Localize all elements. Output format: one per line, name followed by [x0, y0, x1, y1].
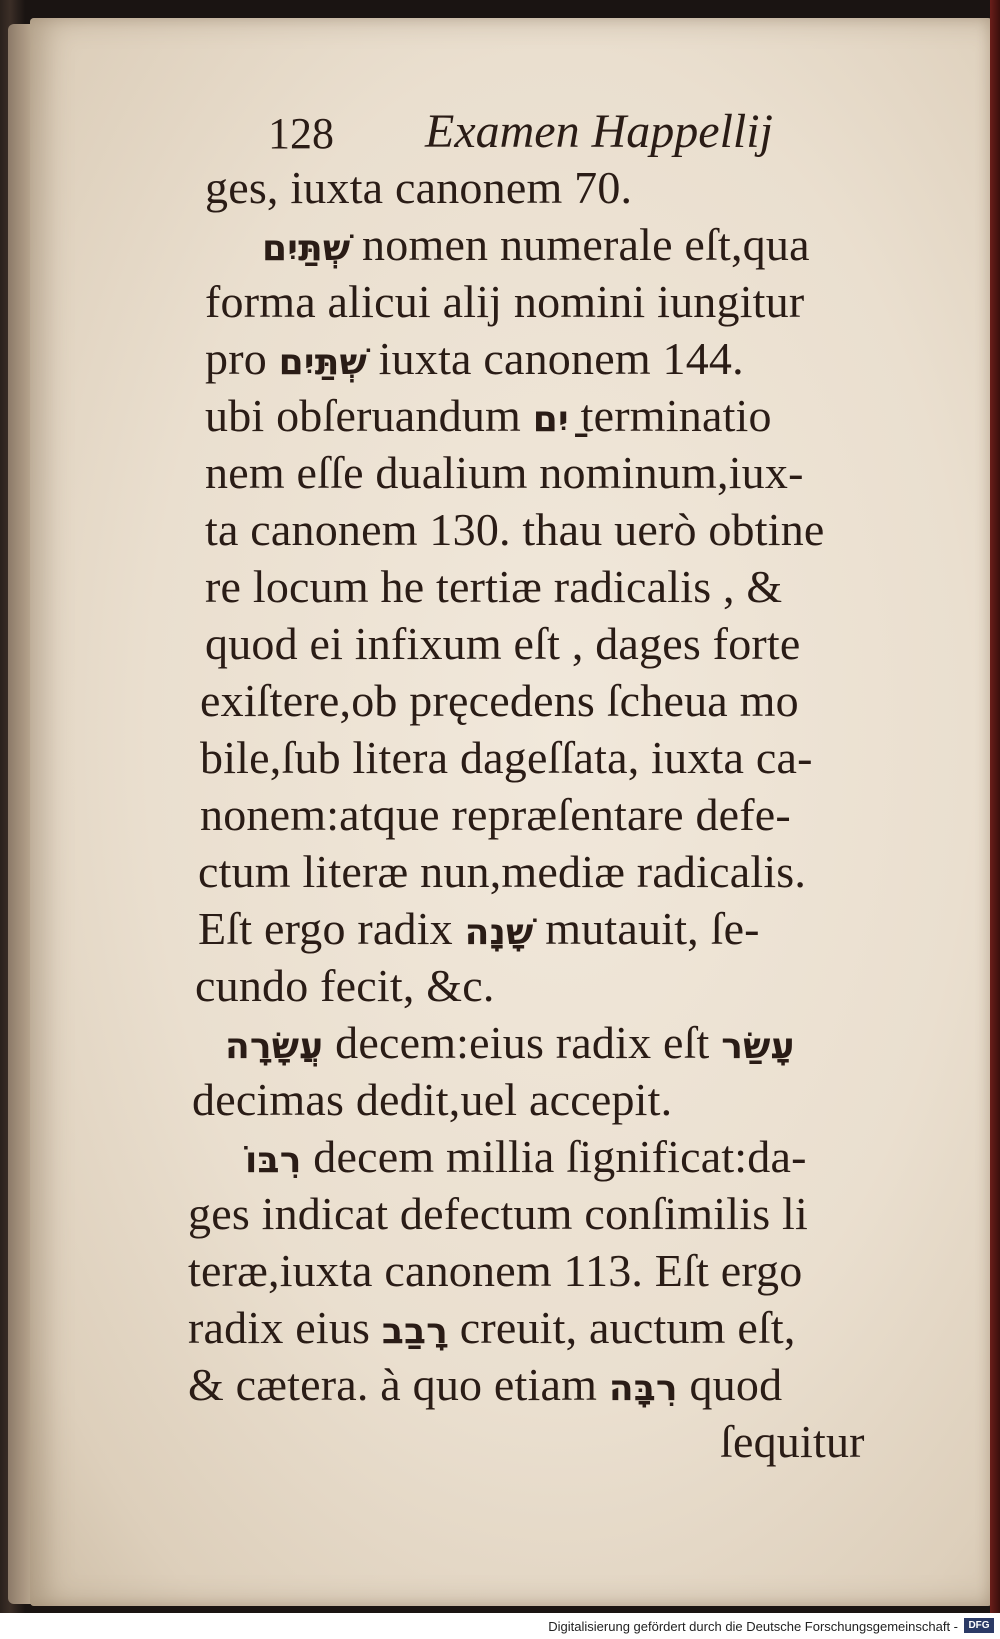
hebrew-word: ַיִם: [532, 399, 569, 440]
text-line: & cætera. à quo etiam רִבָּה quod: [188, 1359, 783, 1410]
text-line: cundo fecit, &c.: [195, 960, 495, 1011]
text-line: radix eius רָבַב creuit, auctum eſt,: [188, 1302, 796, 1353]
hebrew-word: שְׁתַּיִם: [262, 228, 351, 269]
hebrew-word: עֲשָׂרָה: [225, 1026, 324, 1067]
dfg-logo: DFG: [964, 1618, 994, 1633]
text-line: ges, iuxta canonem 70.: [205, 162, 633, 213]
text-line: רִבּוֹ decem millia ſignificat:da-: [245, 1131, 807, 1182]
hebrew-word: עָשַׂר: [721, 1026, 795, 1067]
text-line: עֲשָׂרָה decem:eius radix eſt עָשַׂר: [225, 1017, 795, 1068]
text-line: Eſt ergo radix שָׁנָה mutauit, ſe-: [198, 903, 760, 954]
catchword: ſequitur: [720, 1416, 865, 1467]
running-title: Examen Happellij: [425, 105, 773, 158]
text-line: re locum he tertiæ radicalis , &: [205, 561, 783, 612]
page-number: 128: [268, 109, 334, 158]
text-line: nonem:atque repræſentare defe-: [200, 789, 791, 840]
text-line: quod ei infixum eſt , dages forte: [205, 618, 801, 669]
text-line: ubi obſeruandum ַיִם terminatio: [205, 390, 772, 441]
text-line: ges indicat defectum conſimilis li: [188, 1188, 808, 1239]
text-line: nem eſſe dualium nominum,iux-: [205, 447, 804, 498]
hebrew-word: רִבּוֹ: [245, 1140, 302, 1181]
hebrew-word: שְׁתַּיִם: [278, 342, 367, 383]
digitization-footer: [0, 1613, 1000, 1639]
funding-credit: Digitalisierung gefördert durch die Deutsche Forschungsgemeinschaft -: [548, 1619, 958, 1634]
hebrew-word: רָבַב: [381, 1311, 449, 1352]
text-line: pro שְׁתַּיִם iuxta canonem 144.: [205, 333, 744, 384]
text-line: ctum literæ nun,mediæ radicalis.: [198, 846, 807, 897]
text-line: decimas dedit,uel accepit.: [192, 1074, 673, 1125]
hebrew-word: שָׁנָה: [464, 912, 534, 953]
hebrew-word: רִבָּה: [608, 1368, 678, 1409]
text-line: bile,ſub litera dageſſata, iuxta ca-: [200, 732, 813, 783]
text-line: teræ,iuxta canonem 113. Eſt ergo: [188, 1245, 803, 1296]
text-line: forma alicui alij nomini iungitur: [205, 276, 805, 327]
text-line: שְׁתַּיִם nomen numerale eſt,qua: [262, 219, 810, 270]
text-line: ta canonem 130. thau uerò obtine: [205, 504, 825, 555]
text-line: exiſtere,ob pręcedens ſcheua mo: [200, 675, 799, 726]
